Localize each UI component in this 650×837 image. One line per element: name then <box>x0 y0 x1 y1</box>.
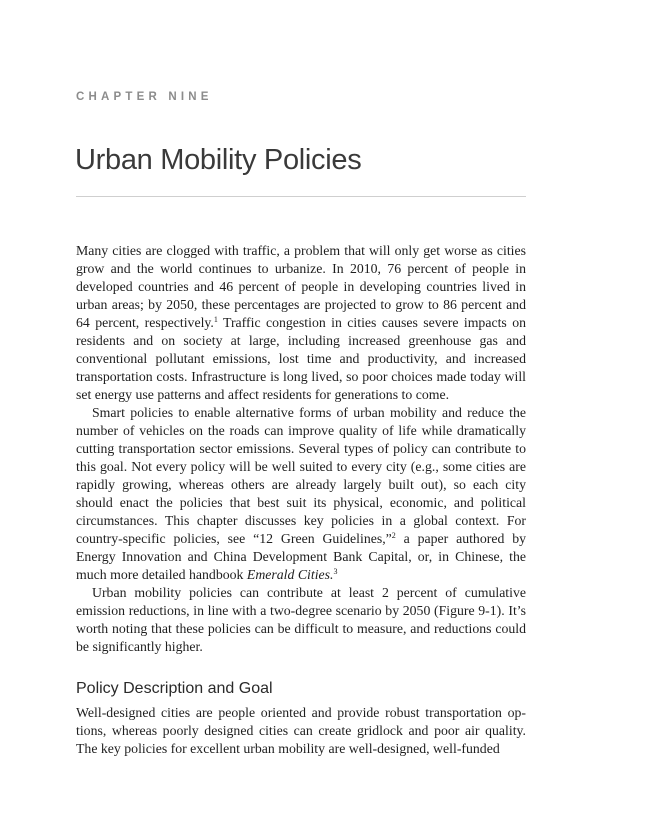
section-paragraph: Well-designed cities are people oriented and provide robust transportation options, whereas poorly designed cities can create gridlock and poor air quality. The key policies for excellent urban mobility are well-designed, well-funded <box>76 705 526 756</box>
section-heading: Policy Description and Goal <box>76 680 273 697</box>
footnote-ref-2[interactable]: 2 <box>391 531 396 540</box>
section-body <box>76 704 526 758</box>
paragraph-1-text-b: Traffic congestion in cities causes severe impacts on residents and on society at large, including increased greenhouse gas and conventional pollutant emissions, lost time and productivity, and increased transportation costs. Infrastructure is long lived, so poor choices made today will set energy use patterns and affect residents for generations to come. <box>76 315 526 402</box>
book-title-emerald-cities: Emerald Cities. <box>246 567 334 582</box>
body-text <box>76 242 526 656</box>
chapter-title: Urban Mobility Policies <box>75 144 362 176</box>
paragraph-2-text-b: a paper authored by Energy Innovation and China Development Bank Capital, or, in Chinese, the much more detailed handbook <box>76 531 526 582</box>
paragraph-2 <box>76 404 526 584</box>
footnote-ref-3[interactable]: 3 <box>333 567 338 576</box>
paragraph-3: Urban mobility policies can contribute at least 2 percent of cumulative emission reductions, in line with a two-degree scenario by 2050 (Figure 9-1). It’s worth noting that these policies can be difficult to measure, and reductions could be significantly higher. <box>76 585 526 654</box>
paragraph-1 <box>76 242 526 404</box>
chapter-label: CHAPTER NINE <box>76 91 213 103</box>
title-divider <box>76 196 526 197</box>
footnote-ref-1[interactable]: 1 <box>213 315 218 324</box>
paragraph-1-text-a: Many cities are clogged with traffic, a problem that will only get worse as cities grow and the world continues to urbanize. In 2010, 76 percent of people in developed countries and 46 percent of people in developing countries lived in urban areas; by 2050, these percentages are projected to grow to 86 percent and 64 percent, respectively. <box>76 243 526 330</box>
paragraph-2-text-a: Smart policies to enable alternative forms of urban mobility and reduce the number of vehicles on the roads can improve quality of life while dramatically cutting transportation sector emissions. Several types of policy can contribute to this goal. Not every policy will be well suited to every city (e.g., some cities are rapidly growing, whereas others are already largely built out), so each city should enact the policies that best suit its physical, economic, and political circumstances. This chapter discusses key policies in a global context. For country-specific policies, see “12 Green Guidelines,” <box>76 405 526 546</box>
